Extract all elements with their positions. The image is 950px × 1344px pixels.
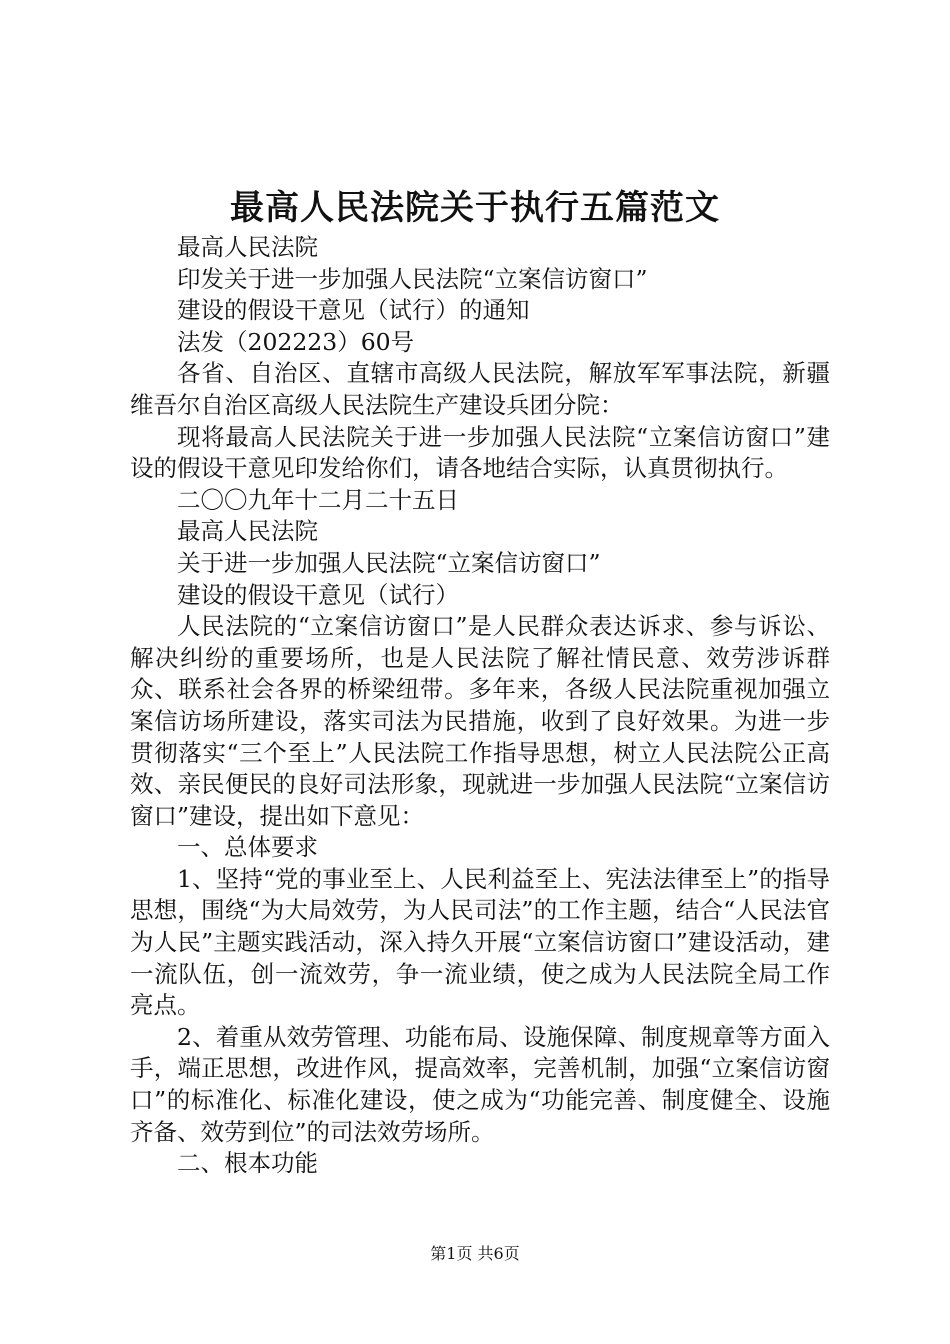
paragraph: 2、着重从效劳管理、功能布局、设施保障、制度规章等方面入手，端正思想，改进作风，提高效率，完善机制，加强“立案信访窗口”的标准化、标准化建设，使之成为“功能完善、制度健全、设施齐备、效劳到位”的司法效劳场所。 xyxy=(130,1022,830,1146)
paragraph: 关于进一步加强人民法院“立案信访窗口” xyxy=(177,548,601,577)
paragraph: 法发（202223）60号 xyxy=(177,327,415,356)
paragraph: 最高人民法院 xyxy=(177,517,318,546)
paragraph: 印发关于进一步加强人民法院“立案信访窗口” xyxy=(177,264,648,293)
section-heading: 二、根本功能 xyxy=(177,1149,318,1178)
document-title: 最高人民法院关于执行五篇范文 xyxy=(230,188,720,228)
paragraph: 1、坚持“党的事业至上、人民利益至上、宪法法律至上”的指导思想，围绕“为大局效劳，为人民司法”的工作主题，结合“人民法官为人民”主题实践活动，深入持久开展“立案信访窗口”建设活动，建一流队伍，创一流效劳，争一流业绩，使之成为人民法院全局工作亮点。 xyxy=(130,864,830,1020)
paragraph: 现将最高人民法院关于进一步加强人民法院“立案信访窗口”建设的假设干意见印发给你们，请各地结合实际，认真贯彻执行。 xyxy=(130,422,830,483)
paragraph: 建设的假设干意见（试行）的通知 xyxy=(177,296,530,325)
section-heading: 一、总体要求 xyxy=(177,833,318,862)
paragraph: 人民法院的“立案信访窗口”是人民群众表达诉求、参与诉讼、解决纠纷的重要场所，也是人民法院了解社情民意、效劳涉诉群众、联系社会各界的桥梁纽带。多年来，各级人民法院重视加强立案信访场所建设，落实司法为民措施，收到了良好效果。为进一步贯彻落实“三个至上”人民法院工作指导思想，树立人民法院公正高效、亲民便民的良好司法形象，现就进一步加强人民法院“立案信访窗口”建设，提出如下意见： xyxy=(130,612,830,830)
paragraph: 二〇〇九年十二月二十五日 xyxy=(177,485,459,514)
paragraph: 各省、自治区、直辖市高级人民法院，解放军军事法院，新疆维吾尔自治区高级人民法院生产建设兵团分院： xyxy=(130,359,830,419)
page-footer: 第1页 共6页 xyxy=(430,1244,520,1263)
paragraph: 最高人民法院 xyxy=(177,233,318,261)
paragraph: 建设的假设干意见（试行） xyxy=(177,580,459,609)
document-body xyxy=(130,232,830,1180)
